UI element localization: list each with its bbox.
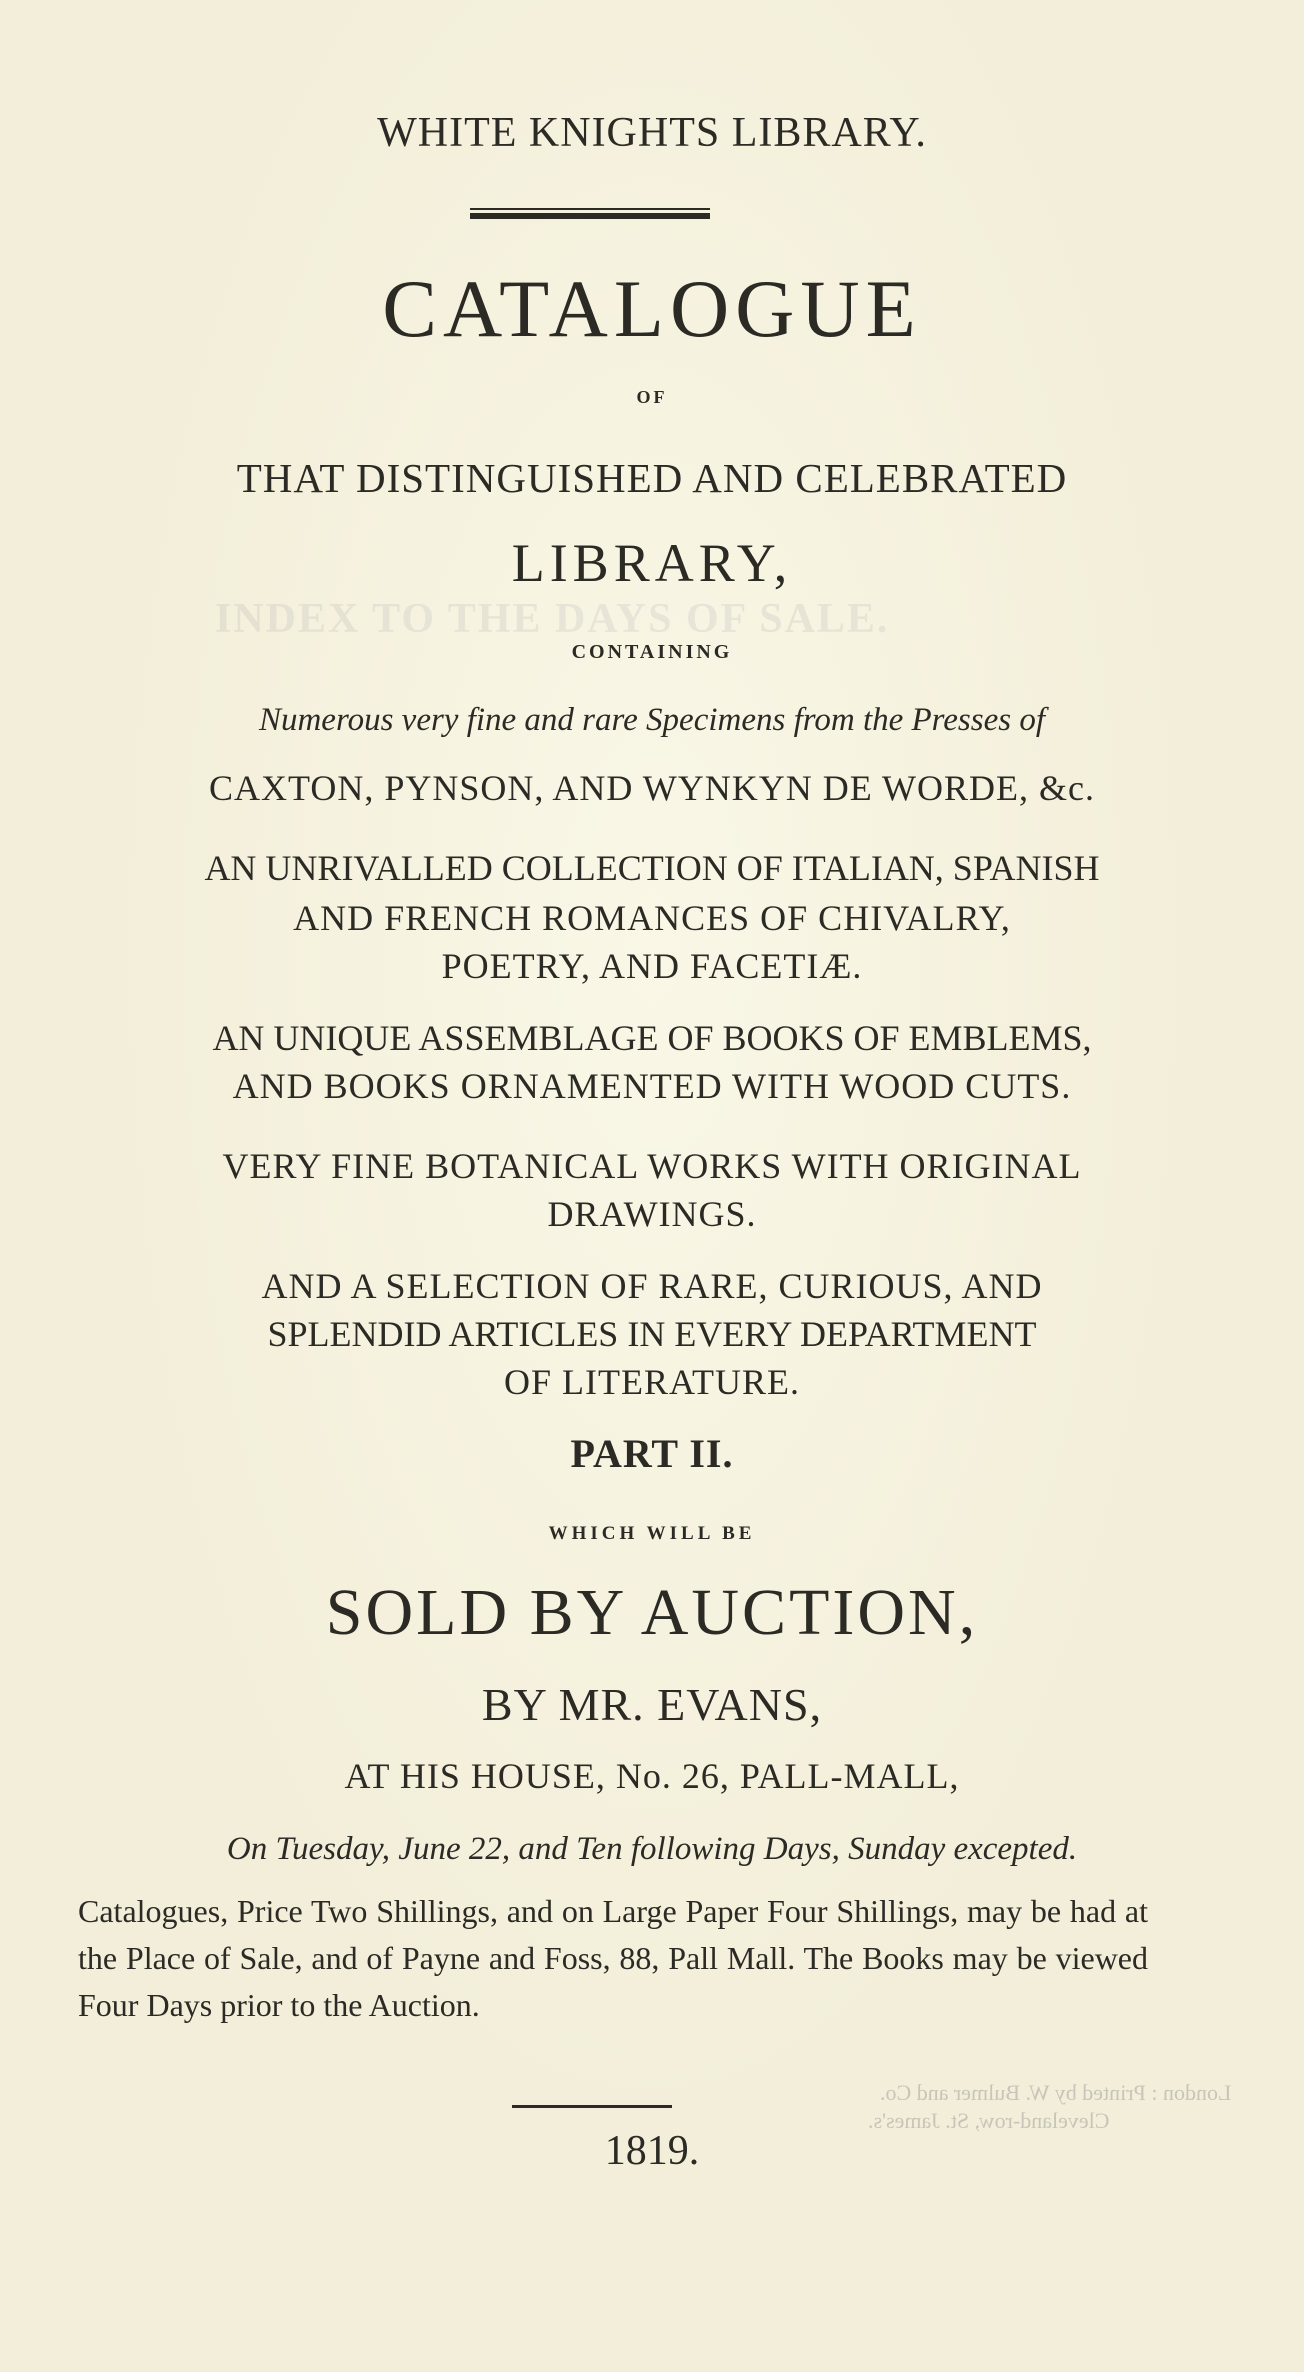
which-will-be: WHICH WILL BE	[548, 1523, 756, 1544]
romances-line-3: POETRY, AND FACETIÆ.	[441, 946, 863, 986]
catalogue-title: CATALOGUE	[382, 263, 922, 354]
header-rule-thick	[470, 213, 710, 219]
selection-line-2: SPLENDID ARTICLES IN EVERY DEPARTMENT	[267, 1314, 1037, 1354]
intro-italic: Numerous very fine and rare Specimens from the Presses of	[258, 702, 1046, 738]
selection-line-3: OF LITERATURE.	[504, 1362, 800, 1402]
house-address: AT HIS HOUSE, No. 26, PALL-MALL,	[344, 1756, 960, 1796]
catalogue-notice: Catalogues, Price Two Shillings, and on Large Paper Four Shillings, may be had at the Place of Sale, and of Payne and Foss, 88, Pall Mall. The Books may be viewed Four Days prior to the Auction.	[78, 1893, 1148, 2023]
botanical-line-2: DRAWINGS.	[547, 1194, 757, 1234]
title-line-distinguished: THAT DISTINGUISHED AND CELEBRATED	[236, 455, 1068, 501]
sale-dates: On Tuesday, June 22, and Ten following Days, Sunday excepted.	[226, 1831, 1078, 1867]
selection-line-1: AND A SELECTION OF RARE, CURIOUS, AND	[261, 1266, 1043, 1306]
title-of: OF	[636, 387, 668, 407]
title-containing: CONTAINING	[571, 641, 733, 663]
sold-by-auction: SOLD BY AUCTION,	[325, 1576, 979, 1649]
footer-rule	[512, 2105, 672, 2108]
emblems-line-2: AND BOOKS ORNAMENTED WITH WOOD CUTS.	[232, 1066, 1072, 1106]
romances-line-2: AND FRENCH ROMANCES OF CHIVALRY,	[293, 898, 1011, 938]
part-number: PART II.	[570, 1431, 734, 1476]
title-library: LIBRARY,	[511, 533, 793, 593]
show-through-heading: INDEX TO THE DAYS OF SALE.	[215, 596, 890, 642]
show-through-imprint-2: Cleveland-row, St. James's.	[868, 2108, 1110, 2133]
emblems-line-1: AN UNIQUE ASSEMBLAGE OF BOOKS OF EMBLEMS,	[212, 1018, 1092, 1058]
show-through-imprint-1: London : Printed by W. Bulmer and Co.	[880, 2080, 1232, 2105]
header-rule-thin	[470, 208, 710, 210]
publication-year: 1819.	[604, 2128, 700, 2174]
by-mr-evans: BY MR. EVANS,	[481, 1679, 823, 1730]
library-name: WHITE KNIGHTS LIBRARY.	[377, 110, 927, 156]
romances-line-1: AN UNRIVALLED COLLECTION OF ITALIAN, SPANISH	[204, 848, 1100, 888]
printers-line: CAXTON, PYNSON, AND WYNKYN DE WORDE, &c.	[209, 768, 1095, 808]
botanical-line-1: VERY FINE BOTANICAL WORKS WITH ORIGINAL	[222, 1146, 1082, 1186]
